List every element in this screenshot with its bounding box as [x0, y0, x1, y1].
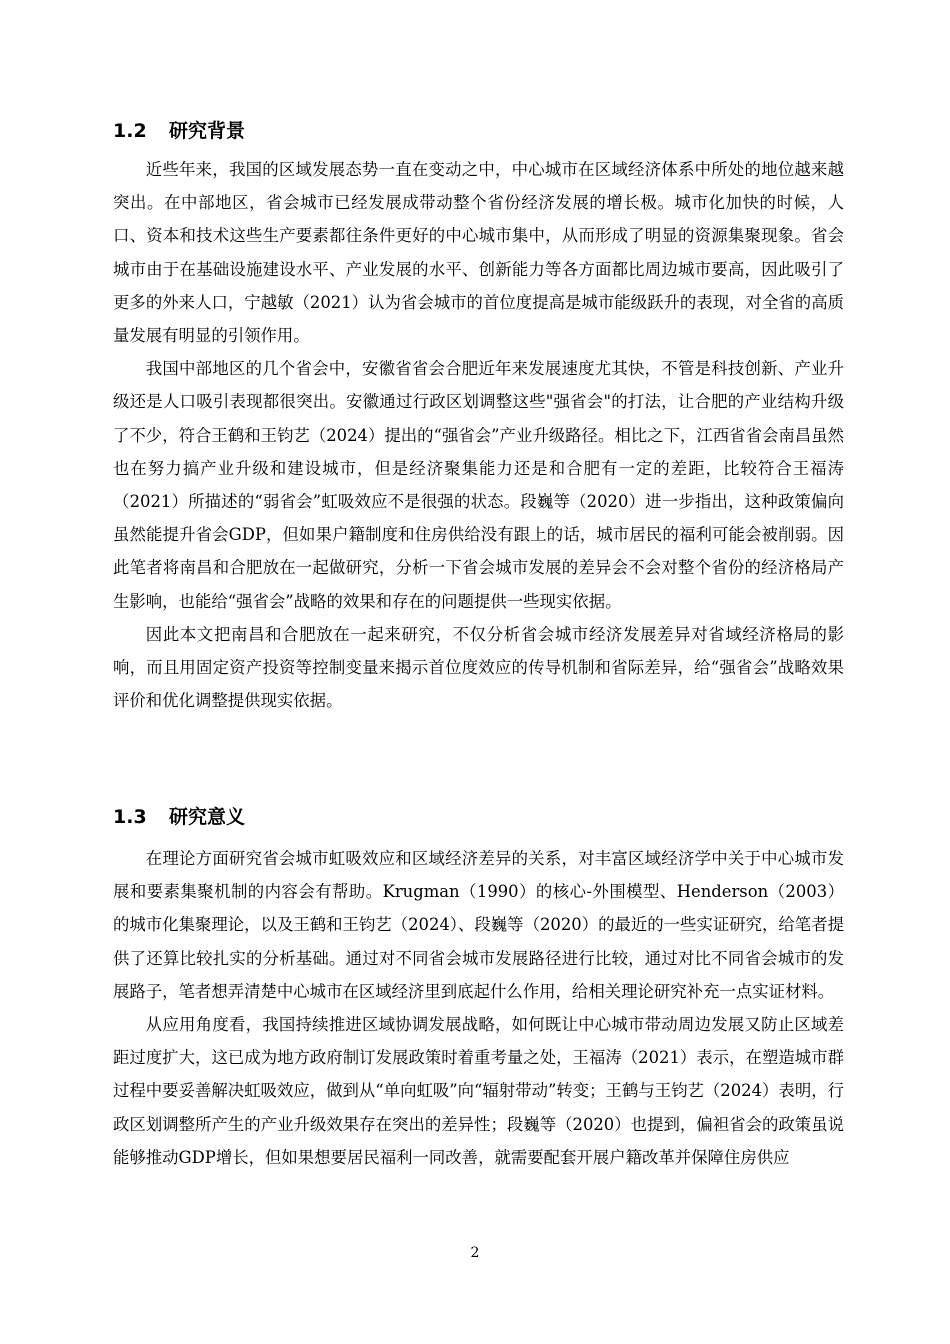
- section-heading-significance: [113, 803, 245, 831]
- section-number: 1.2: [113, 120, 147, 142]
- paragraph: 在理论方面研究省会城市虹吸效应和区域经济差异的关系，对丰富区域经济学中关于中心城市发展和要素集聚机制的内容会有帮助。Krugman（1990）的核心-外围模型、Henderson（2003）的城市化集聚理论，以及王鹤和王钧艺（2024）、段巍等（2020）的最近的一些实证研究，给笔者提供了还算比较扎实的分析基础。通过对不同省会城市发展路径进行比较，通过对比不同省会城市的发展路子，笔者想弄清楚中心城市在区域经济里到底起什么作用，给相关理论研究补充一点实证材料。: [113, 849, 844, 1001]
- paragraph: 从应用角度看，我国持续推进区域协调发展战略，如何既让中心城市带动周边发展又防止区域差距过度扩大，这已成为地方政府制订发展政策时着重考量之处，王福涛（2021）表示，在塑造城市群过程中要妥善解决虹吸效应，做到从“单向虹吸”向“辐射带动”转变；王鹤与王钧艺（2024）表明，行政区划调整所产生的产业升级效果存在突出的差异性；段巍等（2020）也提到，偏袒省会的政策虽说能够推动GDP增长，但如果想要居民福利一同改善，就需要配套开展户籍改革并保障住房供应: [113, 1015, 844, 1167]
- section-heading-background: [113, 117, 245, 145]
- paragraph: 近些年来，我国的区域发展态势一直在变动之中，中心城市在区域经济体系中所处的地位越来越突出。在中部地区，省会城市已经发展成带动整个省份经济发展的增长极。城市化加快的时候，人口、资本和技术这些生产要素都往条件更好的中心城市集中，从而形成了明显的资源集聚现象。省会城市由于在基础设施建设水平、产业发展的水平、创新能力等各方面都比周边城市要高，因此吸引了更多的外来人口，宁越敏（2021）认为省会城市的首位度提高是城市能级跃升的表现，对全省的高质量发展有明显的引领作用。: [113, 160, 844, 346]
- section-body-significance: [113, 842, 844, 1174]
- paragraph: 我国中部地区的几个省会中，安徽省省会合肥近年来发展速度尤其快，不管是科技创新、产业升级还是人口吸引表现都很突出。安徽通过行政区划调整这些"强省会"的打法，让合肥的产业结构升级了不少，符合王鹤和王钧艺（2024）提出的“强省会”产业升级路径。相比之下，江西省省会南昌虽然也在努力搞产业升级和建设城市，但是经济聚集能力还是和合肥有一定的差距，比较符合王福涛（2021）所描述的“弱省会”虹吸效应不是很强的状态。段巍等（2020）进一步指出，这种政策偏向虽然能提升省会GDP，但如果户籍制度和住房供给没有跟上的话，城市居民的福利可能会被削弱。因此笔者将南昌和合肥放在一起做研究，分析一下省会城市发展的差异会不会对整个省份的经济格局产生影响，也能给“强省会”战略的效果和存在的问题提供一些现实依据。: [113, 359, 844, 611]
- section-number: 1.3: [113, 806, 147, 828]
- page-number: 2: [470, 1245, 480, 1261]
- section-body-background: [113, 153, 844, 717]
- paragraph: 因此本文把南昌和合肥放在一起来研究，不仅分析省会城市经济发展差异对省域经济格局的影响，而且用固定资产投资等控制变量来揭示首位度效应的传导机制和省际差异，给“强省会”战略效果评价和优化调整提供现实依据。: [113, 624, 844, 711]
- section-title: 研究意义: [169, 806, 246, 828]
- section-title: 研究背景: [169, 120, 246, 142]
